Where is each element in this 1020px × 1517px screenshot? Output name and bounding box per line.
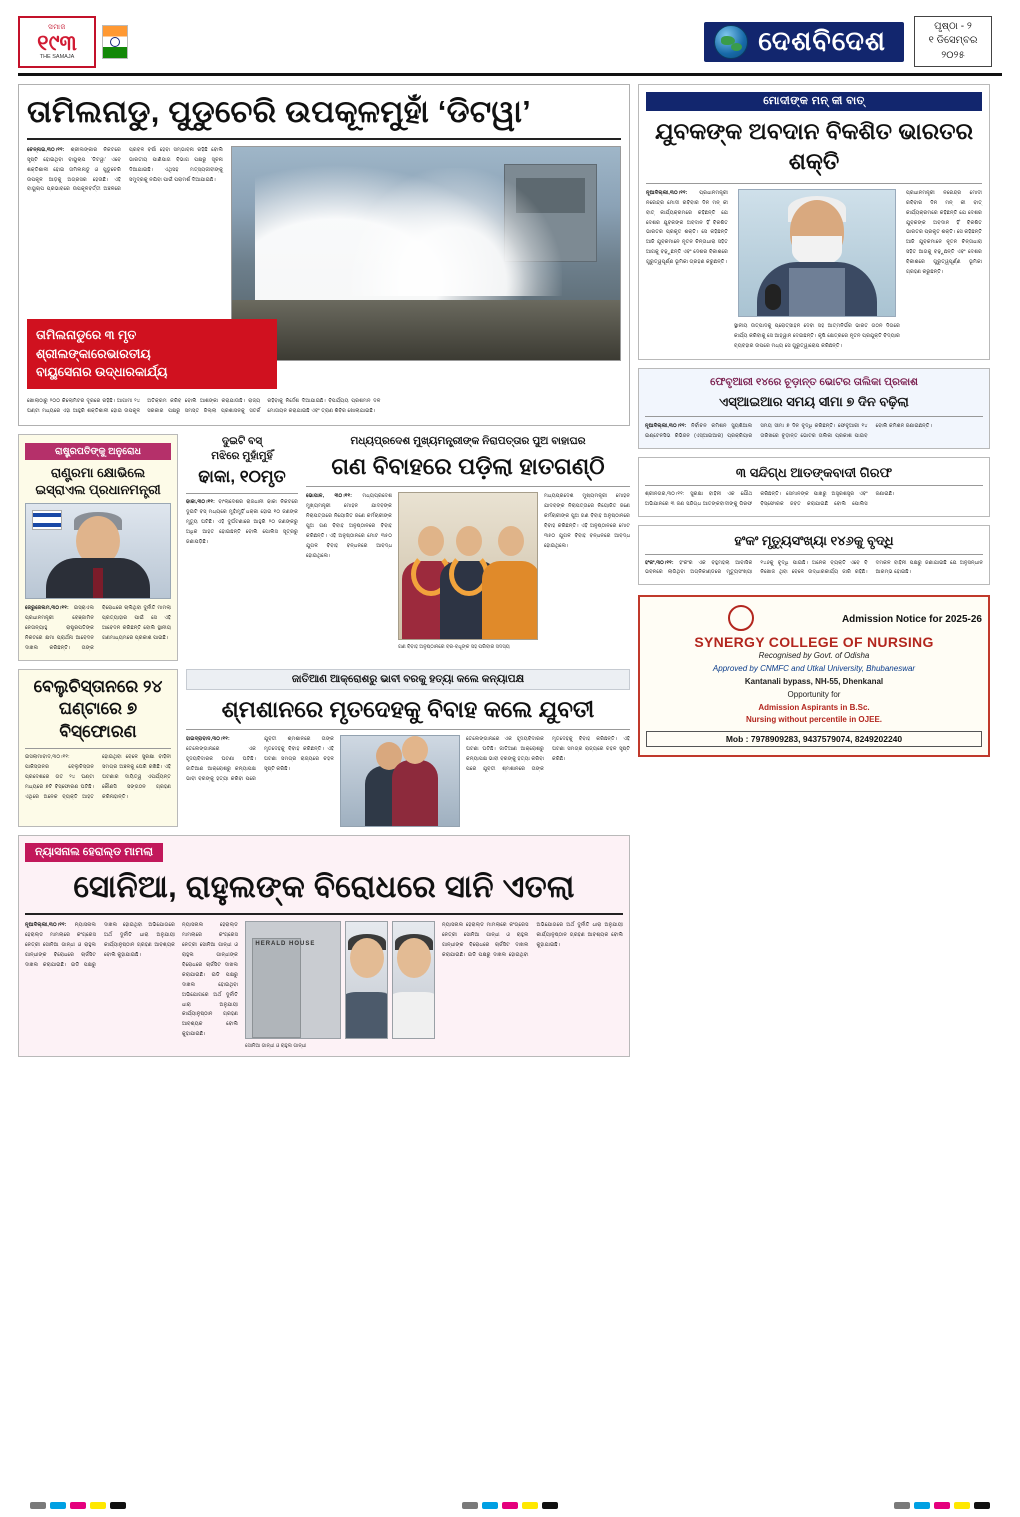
sonia-headline: ସୋନିଆ, ରାହୁଲଙ୍କ ବିରୋଧରେ ସାନି ଏତଲା [73, 869, 575, 905]
modi-text-3: ପ୍ରଧାନମନ୍ତ୍ରୀ ନରେନ୍ଦ୍ର ମୋଦୀ ରବିବାର ଦିନ ମନ୍‌ କୀ ବାତ୍‌ କାର୍ଯ୍ୟକ୍ରମରେ କହିଛନ୍ତି ଯେ ଦେଶର ଯୁବକଙ୍କ ଅବଦାନ ହିଁ ବିକଶିତ ଭାରତର ପ୍ରକୃତ ଶକ୍ତି। ସେ କହିଛନ୍ତି ଆଜି ଯୁବକମାନେ ନୂତନ ଚିନ୍ତାଧାରା ସହିତ ଆଗକୁ ବଢ଼ୁଛନ୍ତି ଏବଂ ଦେଶର ବିକାଶରେ ଗୁରୁତ୍ୱପୂର୍ଣ୍ଣ ଭୂମିକା ଗ୍ରହଣ କରୁଛନ୍ତି। [906, 189, 982, 276]
sonia-story [18, 835, 630, 1057]
balochistan-body: ଇସଲାମାବାଦ,୩୦।୧୧: ପାକିସ୍ତାନର ବେଲୁଚିସ୍ତାନ ପ୍ରଦେଶରେ ଗତ ୨୪ ଘଣ୍ଟା ମଧ୍ୟରେ ୭ଟି ବିସ୍ଫୋରଣ ଘଟିଛି। ଏଥିରେ ଅନେକ ବ୍ୟକ୍ତି ଆହତ ହୋଇଥିବା ବେଳେ ସୁରକ୍ଷା ବାହିନୀ ସମଗ୍ର ଅଞ୍ଚଳକୁ ଘେରି ରଖିଛି। ଏହି ଘଟଣାର ଦାୟିତ୍ୱ ଏପର୍ଯ୍ୟନ୍ତ କୌଣସି ସଙ୍ଗଠନ ଗ୍ରହଣ କରିନାହାନ୍ତି। [25, 754, 171, 801]
sir-story [638, 368, 990, 449]
photo-tie [93, 568, 103, 598]
dhaka-kicker-1: ଦୁଇଟି ବସ୍‌ [221, 434, 263, 447]
globe-icon [714, 25, 748, 59]
india-flag-icon [102, 25, 128, 59]
print-registration-swatches [0, 1502, 1020, 1509]
dhaka-body [186, 498, 298, 548]
sir-body [645, 422, 983, 442]
shmashan-text-dup: ତେଲେଙ୍ଗାନାରେ ଏକ ହୃଦୟବିଦାରକ ଘଟଣା ଘଟିଛି। ଜାତିଆଣ ଆକ୍ରୋଶରୁ କନ୍ୟାପକ୍ଷ ଭାବୀ ବରଙ୍କୁ ହତ୍ୟା କରିବା ପରେ ଯୁବତୀ ଶ୍ମଶାନରେ ତାଙ୍କ ମୃତଦେହକୁ ବିବାହ କରିଛନ୍ତି। ଏହି ଘଟଣା ସମଗ୍ର ରାଜ୍ୟରେ ଚହଳ ସୃଷ୍ଟି କରିଛି। [466, 736, 630, 773]
terror-story [638, 457, 990, 517]
red-line-3: ବାୟୁସେନାର ଉଦ୍ଧାରକାର୍ଯ୍ୟ [36, 365, 168, 380]
microphone-icon [765, 284, 781, 310]
shmashan-body-left [186, 735, 334, 827]
sonia-dateline: ନୂଆଦିଲ୍ଲୀ,୩୦।୧୧: [25, 922, 67, 929]
herald-sign-text: HERALD HOUSE [255, 940, 316, 947]
red-line-1: ତାମିଲନାଡୁରେ ୩ ମୃତ [36, 327, 137, 342]
masthead-right [128, 16, 1002, 68]
red-line-2: ଶ୍ରୀଲଙ୍କାରେଭାରତୀୟ [36, 346, 151, 361]
page-body [18, 84, 1002, 1057]
right-column [638, 84, 990, 1057]
herald-building [252, 938, 301, 1038]
sonia-kicker: ନ୍ୟାସନାଲ ହେରାଲ୍ଡ ମାମଲା [25, 843, 163, 862]
sir-headline: ଏସ୍‌ଆଇଆର ସମୟ ସୀମା ୭ ଦିନ ବଢ଼ିଲା [719, 394, 909, 410]
wedding-photo [398, 492, 538, 640]
swatch-group-right [894, 1502, 990, 1509]
left-column [18, 84, 630, 1057]
netanyahu-body [25, 604, 171, 654]
sonia-photos [245, 921, 435, 1039]
photo-wave-2 [348, 168, 561, 296]
shmashan-story [186, 669, 630, 828]
page-date-box [914, 16, 992, 68]
modi-kicker: ମୋଦୀଙ୍କ ମନ୍‌ କୀ ବାତ୍‌ [646, 92, 982, 111]
balochistan-headline: ବେଲୁଚିସ୍ତାନରେ ୨୪ ଘଣ୍ଟାରେ ୭ ବିସ୍ଫୋରଣ [33, 676, 163, 742]
netanyahu-headline: ରାଣ୍ଟ୍ରମା କ୍ଷୋଭିଲେ ଇସ୍ରାଏଲ ପ୍ରଧାନମନ୍ତ୍ରୀ [35, 464, 161, 498]
swatch-group-center [462, 1502, 558, 1509]
lead-story [18, 84, 630, 426]
dhaka-kicker-2: ମଝିରେ ମୁହାଁମୁହିଁ [211, 449, 273, 462]
netanyahu-text: ଇସ୍ରାଏଲ ପ୍ରଧାନମନ୍ତ୍ରୀ ବେଞ୍ଜାମିନ ନେତାନ୍ୟାହୁ ରାଷ୍ଟ୍ରପତିଙ୍କ ନିକଟରେ କ୍ଷମା ପ୍ରାର୍ଥନା ଆବେଦନ ଦାଖଲ କରିଛନ୍ତି। ତାଙ୍କ ବିରୋଧରେ ଚାଲିଥିବା ଦୁର୍ନୀତି ମାମଲା ପ୍ରତ୍ୟାହାର ପାଇଁ ସେ ଏହି ଆବେଦନ କରିଛନ୍ତି ବୋଲି ସ୍ଥାନୀୟ ଗଣମାଧ୍ୟମରେ ପ୍ରକାଶ ପାଇଛି। [25, 604, 171, 651]
college-seal-icon [728, 605, 754, 631]
shmashan-photo [340, 735, 460, 827]
hongkong-text: ହଂକଂର ଏକ ବହୁମହଲା ଆବାସିକ ଭବନରେ ଲାଗିଥିବା ଅଗ୍ନିକାଣ୍ଡରେ ମୃତ୍ୟୁସଂଖ୍ୟା ୧୪୬କୁ ବୃଦ୍ଧି ପାଇଛି। ଅନେକ ବ୍ୟକ୍ତି ଏବେ ବି ନିଖୋଜ ଥିବା ବେଳେ ଉଦ୍ଧାରକାର୍ଯ୍ୟ ଜାରି ରହିଛି। ଦମକଳ ବାହିନୀ ପକ୍ଷରୁ ଜଣାଯାଇଛି ଯେ ଅନୁସନ୍ଧାନ ଆରମ୍ଭ ହୋଇଛି। [645, 559, 983, 576]
sonia-caption: ସୋନିଆ ଗାନ୍ଧୀ ଓ ରାହୁଲ ଗାନ୍ଧୀ [245, 1043, 307, 1050]
cyclone-photo [231, 146, 621, 361]
dhaka-headline: ଢାକା, ୧୦ମୃତ [198, 467, 286, 487]
netanyahu-photo [25, 503, 171, 599]
logo-main-text: ୧୯୩ [37, 29, 77, 55]
shmashan-body-right [466, 735, 630, 827]
logo-box [18, 16, 96, 68]
section-title: ଦେଶବିଦେଶ [758, 25, 886, 56]
ad-college-name: SYNERGY COLLEGE OF NURSING [694, 634, 934, 651]
photo-rocks [232, 300, 620, 360]
ad-line2: Nursing without percentile in OJEE. [745, 715, 882, 725]
lead-body-2: ଖୋଲାଠାରୁ ୨୦୦ କିଲୋମିଟର ଦୂରରେ ରହିଛି। ଆଗାମୀ ୨୪ ଘଣ୍ଟା ମଧ୍ୟରେ ଏହା ଆହୁରି ଶକ୍ତିଶାଳୀ ହୋଇ ଉପକୂଳ ଅତିକ୍ରମ କରିବ ବୋଲି ଆଶଙ୍କା କରାଯାଉଛି। ରାଜ୍ୟ ସରକାର ପକ୍ଷରୁ ସମସ୍ତ ଜିଲ୍ଲା ପ୍ରଶାସନକୁ ସତର୍କ ରହିବାକୁ ନିର୍ଦ୍ଦେଶ ଦିଆଯାଇଛି। ବିପର୍ଯ୍ୟୟ ପ୍ରଶମନ ଦଳ ମୋତାୟନ କରାଯାଇଛି ଏବଂ ତ୍ରାଣ ଶିବିର ଖୋଲାଯାଇଛି। [27, 398, 381, 414]
netanyahu-story [18, 434, 178, 661]
lead-dateline: ଚେନ୍ନାଇ,୩୦।୧୧: [27, 146, 65, 153]
modi-headline: ଯୁବକଙ୍କ ଅବଦାନ ବିକଶିତ ଭାରତର ଶକ୍ତି [654, 118, 974, 174]
ad-recognised: Recognised by Govt. of Odisha [758, 651, 870, 661]
sonia-text: ନ୍ୟାସନାଲ ହେରାଲ୍ଡ ମାମଲାରେ କଂଗ୍ରେସ ନେତ୍ରୀ ସୋନିଆ ଗାନ୍ଧୀ ଓ ରାହୁଲ ଗାନ୍ଧୀଙ୍କ ବିରୋଧରେ ଚାର୍ଜସିଟ ଦାଖଲ କରାଯାଇଛି। ଇଡି ପକ୍ଷରୁ ଦାଖଲ ହୋଇଥିବା ଅଭିଯୋଗରେ ଅର୍ଥ ଦୁର୍ନୀତି ଧାରା ଅନୁଯାୟୀ କାର୍ଯ୍ୟାନୁଷ୍ଠାନ ଗ୍ରହଣ ଆବଶ୍ୟକ ବୋଲି କୁହାଯାଇଛି। [25, 922, 175, 968]
herald-house-photo [245, 921, 341, 1039]
sir-text: ନିର୍ବାଚନ କମିଶନ ସ୍ୟୁଶିଆଲ ଇଣ୍ଟେନସିଭ ରିଭିଜନ (ଏସ୍‌ଆଇଆର) ପ୍ରକ୍ରିୟାର ସମୟ ସୀମା ୭ ଦିନ ବୃଦ୍ଧି କରିଛନ୍ତି। ଫେବୃଆରୀ ୧୪ ତାରିଖରେ ଚୂଡ଼ାନ୍ତ ଭୋଟର ତାଲିକା ପ୍ରକାଶ ପାଇବ ବୋଲି କମିଶନ ଜଣାଇଛନ୍ତି। [645, 422, 932, 439]
hongkong-story [638, 525, 990, 585]
shmashan-kicker: ଜାତିଆଣ ଆକ୍ରୋଶରୁ ଭାବୀ ବରକୁ ହତ୍ୟା କଲେ କନ୍ୟାପକ୍ଷ [186, 669, 630, 690]
modi-story [638, 84, 990, 360]
hongkong-headline: ହଂକଂ ମୃତ୍ୟୁସଂଖ୍ୟା ୧୪୬କୁ ବୃଦ୍ଧି [734, 533, 894, 549]
hongkong-body [645, 559, 983, 579]
sir-kicker: ଫେବୃଆରୀ ୧୪ରେ ଚୂଡ଼ାନ୍ତ ଭୋଟର ତାଲିକା ପ୍ରକାଶ [710, 375, 918, 388]
date-line: ୧ ଡିସେମ୍ବର [928, 35, 978, 47]
rahul-portrait [392, 921, 435, 1039]
ad-notice: Admission Notice for 2025-26 [841, 614, 982, 626]
sir-dateline: ନୂଆଦିଲ୍ଲୀ,୩୦।୧୧: [645, 422, 687, 429]
lead-red-callout [27, 319, 277, 389]
lead-body-left [27, 146, 223, 196]
modi-body-right [906, 189, 982, 352]
photo-woman [392, 760, 438, 826]
modi-body-left [646, 189, 728, 352]
newspaper-logo [18, 16, 128, 68]
lead-headline: ତାମିଲନାଡୁ, ପୁଡୁଚେରି ଉପକୂଳମୁହାଁ ‘ଡିଟୱା’ [27, 94, 531, 129]
year-line: ୨୦୨୫ [941, 49, 965, 61]
hongkong-dateline: ହଂକଂ,୩୦।୧୧: [645, 559, 674, 566]
ad-address: Kantanali bypass, NH-55, Dhenkanal [744, 677, 884, 686]
modi-text: ପ୍ରଧାନମନ୍ତ୍ରୀ ନରେନ୍ଦ୍ର ମୋଦୀ ରବିବାର ଦିନ ମନ୍‌ କୀ ବାତ୍‌ କାର୍ଯ୍ୟକ୍ରମରେ କହିଛନ୍ତି ଯେ ଦେଶର ଯୁବକଙ୍କ ଅବଦାନ ହିଁ ବିକଶିତ ଭାରତର ପ୍ରକୃତ ଶକ୍ତି। ସେ କହିଛନ୍ତି ଆଜି ଯୁବକମାନେ ନୂତନ ଚିନ୍ତାଧାରା ସହିତ ଆଗକୁ ବଢ଼ୁଛନ୍ତି ଏବଂ ଦେଶର ବିକାଶରେ ଗୁରୁତ୍ୱପୂର୍ଣ୍ଣ ଭୂମିକା ଗ୍ରହଣ କରୁଛନ୍ତି। [646, 189, 728, 266]
lead-body-columns [27, 397, 621, 417]
ad-approved: Approved by CNMFC and Utkal University, Bhubaneswar [712, 664, 916, 674]
section-banner [704, 22, 904, 62]
wedding-dateline: ଭୋପାଳ, ୩୦।୧୧: [306, 493, 353, 500]
sonia-body-right [442, 921, 623, 1050]
sonia-body-mid [182, 921, 238, 1050]
masthead [18, 14, 1002, 76]
ad-opportunity: Opportunity for [787, 689, 841, 699]
dhaka-dateline: ଢାକା,୩୦।୧୧: [186, 499, 215, 506]
wedding-guest [490, 526, 531, 640]
sonia-text-2: ନ୍ୟାସନାଲ ହେରାଲ୍ଡ ମାମଲାରେ କଂଗ୍ରେସ ନେତ୍ରୀ ସୋନିଆ ଗାନ୍ଧୀ ଓ ରାହୁଲ ଗାନ୍ଧୀଙ୍କ ବିରୋଧରେ ଚାର୍ଜସିଟ ଦାଖଲ କରାଯାଇଛି। ଇଡି ପକ୍ଷରୁ ଦାଖଲ ହୋଇଥିବା ଅଭିଯୋଗରେ ଅର୍ଥ ଦୁର୍ନୀତି ଧାରା ଅନୁଯାୟୀ କାର୍ଯ୍ୟାନୁଷ୍ଠାନ ଗ୍ରହଣ ଆବଶ୍ୟକ ବୋଲି କୁହାଯାଇଛି। [182, 922, 238, 1038]
shmashan-headline: ଶ୍ମଶାନରେ ମୃତଦେହକୁ ବିବାହ କଲେ ଯୁବତୀ [221, 695, 595, 722]
lead-body-1: ଶ୍ରୀଲଙ୍କାର ନିକଟରେ ସୃଷ୍ଟି ହୋଇଥିବା ବାୟୁଚାପ ‘ଡିଟୱା’ ଏବେ ଶକ୍ତିଶାଳୀ ହୋଇ ତାମିଲନାଡୁ ଓ ପୁଡୁଚେରି ଉପକୂଳ ଆଡ଼କୁ ଅଗ୍ରସର ହେଉଛି। ଏହି ବାୟୁଚାପ ପ୍ରଭାବରେ ଉପକୂଳବର୍ତ୍ତୀ ଅଞ୍ଚଳରେ ପ୍ରବଳ ବର୍ଷା ହେବା ସମ୍ଭାବନା ରହିଛି ବୋଲି ଭାରତୀୟ ପାଣିପାଗ ବିଭାଗ ପକ୍ଷରୁ ସୂଚନା ଦିଆଯାଇଛି। ଏଥିସହ ମତ୍ସ୍ୟଜୀବୀଙ୍କୁ ସମୁଦ୍ରକୁ ନଯିବା ପାଇଁ ପରାମର୍ଶ ଦିଆଯାଇଛି। [27, 146, 223, 193]
wedding-text: ମଧ୍ୟପ୍ରଦେଶ ମୁଖ୍ୟମନ୍ତ୍ରୀ ମୋହନ ଯାଦବଙ୍କ ନିରାପତ୍ତାରେ ନିୟୋଜିତ ଜଣେ କର୍ମଚାରୀଙ୍କ ପୁଅ ଗଣ ବିବାହ ଅନୁଷ୍ଠାନରେ ବିବାହ କରିଛନ୍ତି। ଏହି ଅନୁଷ୍ଠାନରେ ମୋଟ ୩୫୦ ଯୁଗଳ ବିବାହ ବନ୍ଧନରେ ଆବଦ୍ଧ ହୋଇଥିଲେ। [306, 493, 392, 559]
ad-phone[interactable]: Mob : 7978909283, 9437579074, 8249202240 [646, 731, 982, 747]
swatch-group-left [30, 1502, 126, 1509]
shmashan-text: ତେଲେଙ୍ଗାନାରେ ଏକ ହୃଦୟବିଦାରକ ଘଟଣା ଘଟିଛି। ଜାତିଆଣ ଆକ୍ରୋଶରୁ କନ୍ୟାପକ୍ଷ ଭାବୀ ବରଙ୍କୁ ହତ୍ୟା କରିବା ପରେ ଯୁବତୀ ଶ୍ମଶାନରେ ତାଙ୍କ ମୃତଦେହକୁ ବିବାହ କରିଛନ୍ତି। ଏହି ଘଟଣା ସମଗ୍ର ରାଜ୍ୟରେ ଚହଳ ସୃଷ୍ଟି କରିଛି। [186, 736, 334, 783]
netanyahu-kicker: ରାଷ୍ଟ୍ରପତିଙ୍କୁ ଅନୁରୋଧ [25, 443, 171, 460]
israel-flag-icon [32, 510, 62, 530]
shmashan-dateline: ହାଇଦ୍ରାବାଦ,୩୦।୧୧: [186, 736, 230, 743]
netanyahu-dateline: ଜେରୁଜେଲମ,୩୦।୧୧: [25, 604, 69, 611]
logo-top-text: ସମାଜ [48, 23, 66, 31]
wedding-text-dup: ମଧ୍ୟପ୍ରଦେଶ ମୁଖ୍ୟମନ୍ତ୍ରୀ ମୋହନ ଯାଦବଙ୍କ ନିରାପତ୍ତାରେ ନିୟୋଜିତ ଜଣେ କର୍ମଚାରୀଙ୍କ ପୁଅ ଗଣ ବିବାହ ଅନୁଷ୍ଠାନରେ ବିବାହ କରିଛନ୍ତି। ଏହି ଅନୁଷ୍ଠାନରେ ମୋଟ ୩୫୦ ଯୁଗଳ ବିବାହ ବନ୍ଧନରେ ଆବଦ୍ଧ ହୋଇଥିଲେ। [544, 493, 630, 550]
wedding-headline: ଗଣ ବିବାହରେ ପଡ଼ିଲା ହାତଗଣ୍ଠି [331, 452, 605, 479]
ad-line1: Admission Aspirants in B.Sc. [758, 702, 870, 712]
sonia-body-left [25, 921, 175, 1050]
terror-body: ଶ୍ରୀନଗର,୩୦।୧୧: ସୁରକ୍ଷା ବାହିନୀ ଏକ ଯୌଥ ଅଭିଯାନରେ ୩ ଜଣ ସନ୍ଦିଗ୍ଧ ଆତଙ୍କବାଦୀଙ୍କୁ ଗିରଫ କରିଛନ୍ତି। ସେମାନଙ୍କ ପାଖରୁ ଅସ୍ତ୍ରଶସ୍ତ୍ର ଏବଂ ବିସ୍ଫୋରକ ଜବତ କରାଯାଇଛି ବୋଲି ପୋଲିସ ଜଣାଇଛି। [645, 491, 895, 508]
wedding-body-left [306, 492, 392, 651]
dhaka-text: ବାଂଲାଦେଶର ରାଜଧାନୀ ଢାକା ନିକଟରେ ଦୁଇଟି ବସ୍‌ ମଧ୍ୟରେ ମୁହାଁମୁହିଁ ଧକ୍କା ହୋଇ ୧୦ ଜଣଙ୍କ ମୃତ୍ୟୁ ଘଟିଛି। ଏହି ଦୁର୍ଘଟଣାରେ ଆହୁରି ୨୦ ଜଣଙ୍କରୁ ଅଧିକ ଆହତ ହୋଇଛନ୍ତି ବୋଲି ପୋଲିସ ସୂତ୍ରରୁ ଜଣାପଡ଼ିଛି। [186, 499, 299, 545]
modi-photo [738, 189, 896, 317]
photo-vest [789, 268, 845, 316]
sonia-portrait [345, 921, 388, 1039]
logo-bottom-text: THE SAMAJA [39, 53, 75, 60]
wedding-body-right [544, 492, 630, 651]
terror-headline: ୩ ସନ୍ଦିଗ୍ଧ ଆତଙ୍କବାଦୀ ଗିରଫ [735, 464, 893, 480]
wedding-caption: ଗଣ ବିବାହ ଅନୁଷ୍ଠାନରେ ବର-ବଧୂଙ୍କ ସହ ପରିବାର ସଦସ୍ୟ [398, 644, 510, 651]
advertisement[interactable] [638, 595, 990, 757]
sonia-text-3: ନ୍ୟାସନାଲ ହେରାଲ୍ଡ ମାମଲାରେ କଂଗ୍ରେସ ନେତ୍ରୀ ସୋନିଆ ଗାନ୍ଧୀ ଓ ରାହୁଲ ଗାନ୍ଧୀଙ୍କ ବିରୋଧରେ ଚାର୍ଜସିଟ ଦାଖଲ କରାଯାଇଛି। ଇଡି ପକ୍ଷରୁ ଦାଖଲ ହୋଇଥିବା ଅଭିଯୋଗରେ ଅର୍ଥ ଦୁର୍ନୀତି ଧାରା ଅନୁଯାୟୀ କାର୍ଯ୍ୟାନୁଷ୍ଠାନ ଗ୍ରହଣ ଆବଶ୍ୟକ ବୋଲି କୁହାଯାଇଛି। [442, 922, 623, 958]
dhaka-story [186, 434, 298, 661]
wedding-kicker: ମଧ୍ୟପ୍ରଦେଶ ମୁଖ୍ୟମନ୍ତ୍ରୀଙ୍କ ନିରାପତ୍ତାର ପୁଅ ବାହାଘର [350, 434, 586, 447]
modi-body-mid [734, 322, 900, 352]
balochistan-story [18, 669, 178, 828]
page-label: ପୃଷ୍ଠା - ୨ [934, 20, 972, 32]
modi-dateline: ନୂଆଦିଲ୍ଲୀ,୩୦।୧୧: [646, 189, 688, 196]
wedding-story [306, 434, 630, 661]
modi-text-2: ସ୍ଥାନୀୟ ଉତ୍ପାଦକୁ ପ୍ରୋତ୍ସାହନ ଦେବା ସହ ଆତ୍ମନିର୍ଭର ଭାରତ ଗଠନ ଦିଗରେ କାର୍ଯ୍ୟ କରିବାକୁ ସେ ଆହ୍ୱାନ ଦେଇଛନ୍ତି। କୃଷି କ୍ଷେତ୍ରରେ ନୂତନ ପ୍ରଯୁକ୍ତି ବିଦ୍ୟାର ବ୍ୟବହାର ଉପରେ ମଧ୍ୟ ସେ ଗୁରୁତ୍ୱାରୋପ କରିଛନ୍ତି। [734, 322, 900, 349]
